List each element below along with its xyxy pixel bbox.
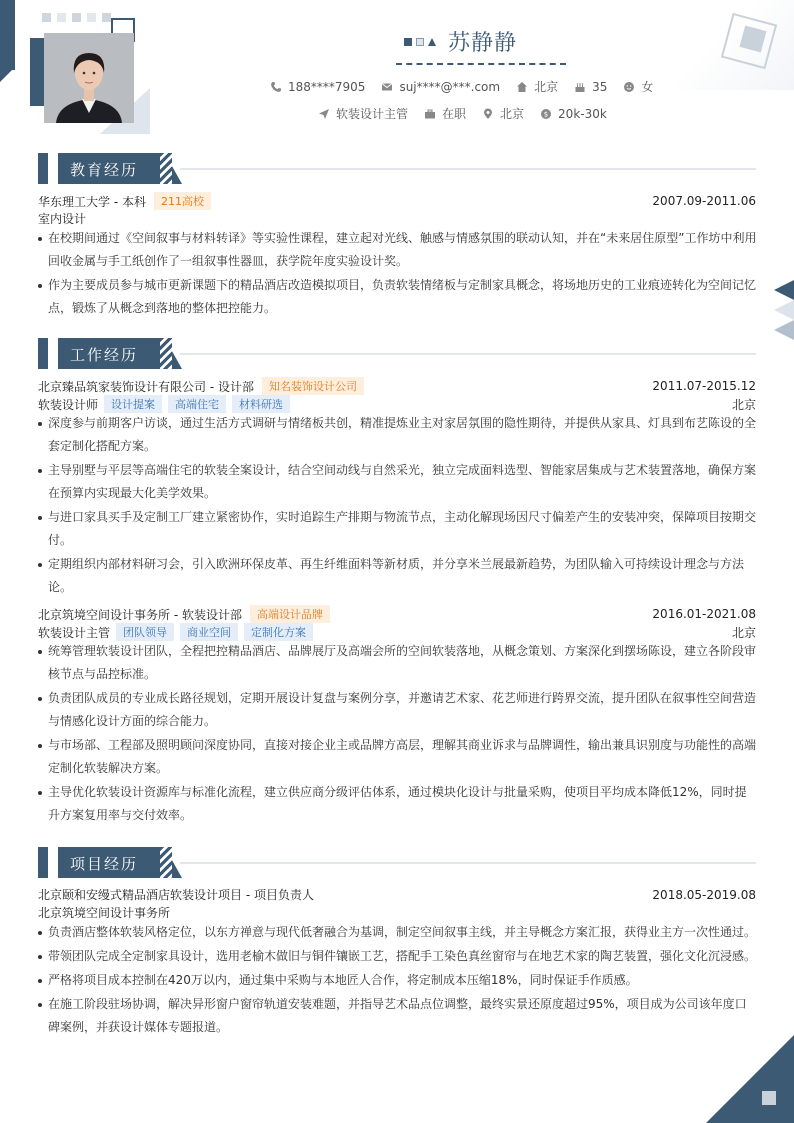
project-org-row (38, 904, 756, 921)
cake-icon (574, 81, 586, 93)
list-item: 与市场部、工程部及照明顾问深度协同，直接对接企业主或品牌方高层，理解其商业诉求与品牌调性，输出兼具识别度与功能性的高端定制化软装解决方案。 (38, 734, 758, 780)
skill-tag: 高端住宅 (168, 395, 226, 413)
home-icon (516, 81, 528, 93)
email-item (381, 80, 500, 94)
right-triangle-decoration (774, 300, 794, 320)
work-bullets (38, 640, 758, 828)
smiley-icon (623, 81, 635, 93)
work-city: 北京 (731, 625, 756, 640)
school-tag: 211高校 (154, 192, 211, 210)
person-avatar-icon (44, 33, 134, 123)
contact-info-row (270, 78, 653, 95)
education-section-header (38, 153, 756, 184)
square-row-decoration (42, 13, 111, 22)
right-triangle-decoration (774, 280, 794, 300)
company-name: 北京臻品筑家装饰设计有限公司 - 设计部 (38, 379, 254, 394)
gender-item (623, 78, 653, 95)
work-entry-head (38, 377, 756, 395)
list-item: 严格将项目成本控制在420万以内，通过集中采购与本地匠人合作，将定制成本压缩18%，同时保证手作质感。 (38, 969, 758, 992)
skill-tag: 团队领导 (116, 623, 174, 641)
phone-item (270, 80, 365, 94)
major: 室内设计 (38, 212, 87, 226)
job-title-text: 软装设计主管 (336, 107, 409, 121)
phone-text: 188****7905 (288, 79, 366, 94)
right-triangle-decoration (774, 320, 794, 340)
list-item: 主导优化软装设计资源库与标准化流程，建立供应商分级评估体系，通过模块化设计与批量采购，使项目平均成本降低12%，同时提升方案复用率与交付效率。 (38, 781, 758, 827)
name-underline (396, 63, 566, 65)
job-info-row (318, 105, 607, 122)
project-entry-head (38, 886, 756, 903)
salary-item (540, 107, 607, 121)
work-date: 2016.01-2021.08 (652, 607, 756, 621)
svg-text:$: $ (543, 110, 549, 119)
list-item: 在施工阶段驻场协调，解决异形窗户窗帘轨道安装难题，并指导艺术品点位调整，最终实景还原度超过95%，项目成为公司该年度口碑案例，并获设计媒体专题报道。 (38, 993, 758, 1039)
corner-square-decoration (762, 1091, 776, 1105)
list-item: 作为主要成员参与城市更新课题下的精品酒店改造模拟项目，负责软装情绪板与定制家具概念，将场地历史的工业痕迹转化为空间记忆点，锻炼了从概念到落地的整体把控能力。 (38, 274, 758, 320)
list-item: 深度参与前期客户访谈，通过生活方式调研与情绪板共创，精准提炼业主对家居氛围的隐性期待，并提供从家具、灯具到布艺陈设的全套定制化搭配方案。 (38, 412, 758, 458)
list-item: 定期组织内部材料研习会，引入欧洲环保皮革、再生纤维面料等新材质，并分享米兰展最新趋势，为团队输入可持续设计理念与方法论。 (38, 553, 758, 599)
map-pin-icon (482, 108, 494, 120)
list-item: 统筹管理软装设计团队，全程把控精品酒店、品牌展厅及高端会所的空间软装落地，从概念策划、方案深化到摆场陈设，建立各阶段审核节点与品控标准。 (38, 640, 758, 686)
education-major-row (38, 210, 756, 227)
role: 软装设计主管 (38, 625, 111, 640)
education-bullets (38, 227, 758, 321)
role: 软装设计师 (38, 397, 99, 412)
work-role-row (38, 623, 756, 641)
project-section-header (38, 847, 756, 878)
location-text: 北京 (534, 80, 559, 94)
square-icon (404, 38, 412, 46)
skill-tag: 设计提案 (104, 395, 162, 413)
email-text: suj****@***.com (399, 79, 501, 94)
left-bar-decoration (0, 0, 15, 70)
section-title: 项目经历 (70, 855, 139, 873)
money-icon (540, 108, 552, 120)
company-tag: 知名装饰设计公司 (262, 377, 364, 395)
mail-icon (381, 81, 393, 93)
section-title: 教育经历 (70, 161, 139, 179)
education-entry-head (38, 192, 756, 210)
phone-icon (270, 81, 282, 93)
project-title: 北京颐和安缦式精品酒店软装设计项目 - 项目负责人 (38, 888, 314, 902)
target-city-text: 北京 (500, 107, 525, 121)
profile-photo (44, 33, 134, 123)
square-outline-icon (416, 38, 424, 46)
candidate-name: 苏静静 (448, 31, 518, 56)
skill-tag: 材料研选 (232, 395, 290, 413)
gender-text: 女 (641, 80, 654, 94)
project-date: 2018.05-2019.08 (652, 887, 756, 902)
send-icon (318, 108, 330, 120)
location-item (516, 78, 558, 95)
list-item: 负责团队成员的专业成长路径规划，定期开展设计复盘与案例分享，并邀请艺术家、花艺师进行跨界交流，提升团队在叙事性空间营造与情感化设计方面的综合能力。 (38, 687, 758, 733)
briefcase-icon (424, 108, 436, 120)
list-item: 主导别墅与平层等高端住宅的软装全案设计，结合空间动线与自然采光，独立完成面料选型、智能家居集成与艺术装置落地，确保方案在预算内实现最大化美学效果。 (38, 459, 758, 505)
education-date: 2007.09-2011.06 (652, 194, 756, 208)
status-text: 在职 (442, 107, 467, 121)
company-tag: 高端设计品牌 (250, 605, 330, 623)
target-city-item (482, 105, 524, 122)
age-text: 35 (592, 79, 608, 94)
project-org: 北京筑境空间设计事务所 (38, 906, 171, 920)
company-name: 北京筑境空间设计事务所 - 软装设计部 (38, 607, 242, 622)
work-date: 2011.07-2015.12 (652, 379, 756, 393)
skill-tag: 定制化方案 (244, 623, 313, 641)
name-row (404, 26, 517, 57)
list-item: 在校期间通过《空间叙事与材料转译》等实验性课程，建立起对光线、触感与情感氛围的联动认知，并在“未来居住原型”工作坊中利用回收金属与手工纸创作了一组叙事性器皿，获学院年度实验设计奖。 (38, 227, 758, 273)
left-triangle-decoration (0, 68, 14, 82)
work-role-row (38, 395, 756, 413)
work-entry-head (38, 605, 756, 623)
status-item (424, 105, 466, 122)
list-item: 带领团队完成全定制家具设计，选用老榆木做旧与铜件镶嵌工艺，搭配手工染色真丝窗帘与在地艺术家的陶艺装置，强化文化沉浸感。 (38, 945, 758, 968)
skill-tag: 商业空间 (180, 623, 238, 641)
photo-accent-decoration (30, 38, 44, 106)
project-bullets (38, 921, 758, 1040)
work-bullets (38, 412, 758, 600)
section-title: 工作经历 (70, 346, 139, 364)
age-item (574, 80, 607, 94)
list-item: 与进口家具买手及定制工厂建立紧密协作，实时追踪生产排期与物流节点，主动化解现场因尺寸偏差产生的安装冲突，保障项目按期交付。 (38, 506, 758, 552)
work-section-header (38, 338, 756, 369)
list-item: 负责酒店整体软装风格定位，以东方禅意与现代低奢融合为基调，制定空间叙事主线，并主导概念方案汇报，获得业主方一次性通过。 (38, 921, 758, 944)
bottom-right-corner-decoration (706, 1035, 794, 1123)
job-title-item (318, 105, 408, 122)
work-city: 北京 (731, 397, 756, 412)
school-name: 华东理工大学 - 本科 (38, 194, 146, 209)
salary-text: 20k-30k (558, 106, 607, 121)
triangle-icon (428, 38, 436, 46)
